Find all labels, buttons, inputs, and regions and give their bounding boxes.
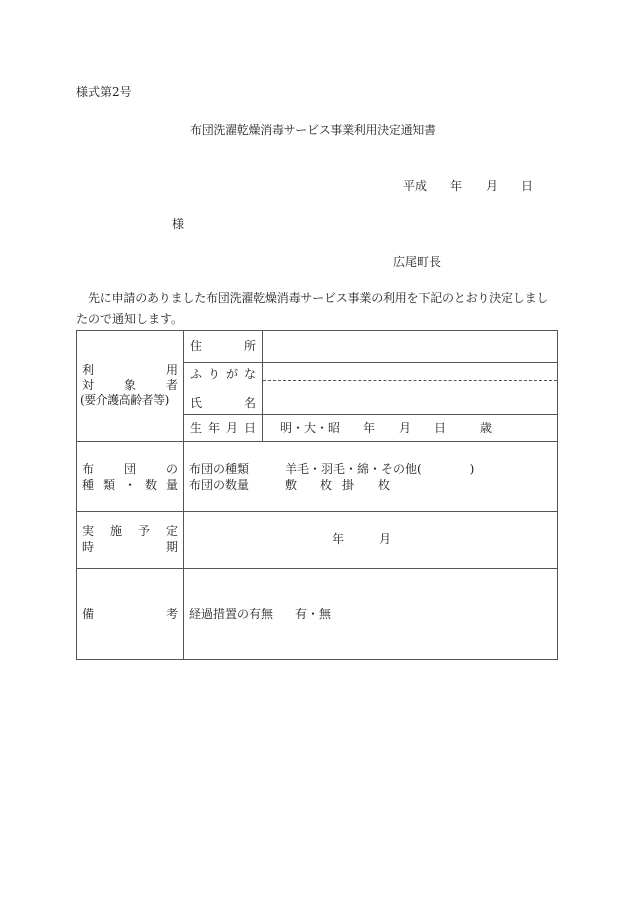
futon-type-label: 布団の種類 [189, 462, 250, 476]
remarks-options: 有・無 [295, 607, 332, 621]
form-number: 様式第2号 [76, 85, 132, 99]
addressee-suffix: 様 [172, 217, 185, 231]
schedule-month: 月 [379, 532, 392, 546]
birth-eras: 明・大・昭 [280, 421, 341, 435]
futon-count-label: 布団の数量 [189, 478, 250, 492]
subject-label-line1: 利 用 [82, 363, 178, 377]
subject-label-line2: 対 象 者 [82, 378, 178, 392]
date-month: 月 [486, 179, 499, 193]
futon-type-options: 羊毛・羽毛・綿・その他( ) [285, 462, 475, 476]
document-title: 布団洗濯乾燥消毒サービス事業利用決定通知書 [190, 123, 436, 137]
futon-label-line2: 種 類 ・ 数 量 [82, 478, 178, 492]
date-era: 平成 [403, 179, 428, 193]
futon-count-mai2: 枚 [378, 478, 391, 492]
birth-year: 年 [363, 421, 376, 435]
schedule-year: 年 [332, 532, 345, 546]
birth-age: 歳 [480, 421, 493, 435]
furigana-label: ふ り が な [190, 367, 256, 381]
name-label: 氏 名 [190, 396, 256, 410]
body-text-line1: 先に申請のありました布団洗濯乾燥消毒サービス事業の利用を下記のとおり決定しまし [88, 291, 549, 305]
futon-label-line1: 布 団 の [82, 462, 178, 476]
issuer: 広尾町長 [393, 255, 442, 269]
birth-day: 日 [434, 421, 447, 435]
address-label: 住 所 [190, 339, 256, 353]
subject-label-line3: (要介護高齢者等) [80, 393, 169, 407]
date-year: 年 [450, 179, 463, 193]
date-day: 日 [521, 179, 534, 193]
body-text-line2: たので通知します。 [76, 312, 184, 326]
birthdate-label: 生 年 月 日 [190, 421, 256, 435]
futon-count-kake: 掛 [342, 478, 355, 492]
schedule-label-line2: 時 期 [82, 540, 178, 554]
futon-count-shiki: 敷 [285, 478, 298, 492]
remarks-label: 備 考 [82, 607, 178, 621]
birth-month: 月 [399, 421, 412, 435]
remarks-text: 経過措置の有無 [189, 607, 274, 621]
schedule-label-line1: 実 施 予 定 [82, 524, 178, 538]
futon-count-mai1: 枚 [320, 478, 333, 492]
